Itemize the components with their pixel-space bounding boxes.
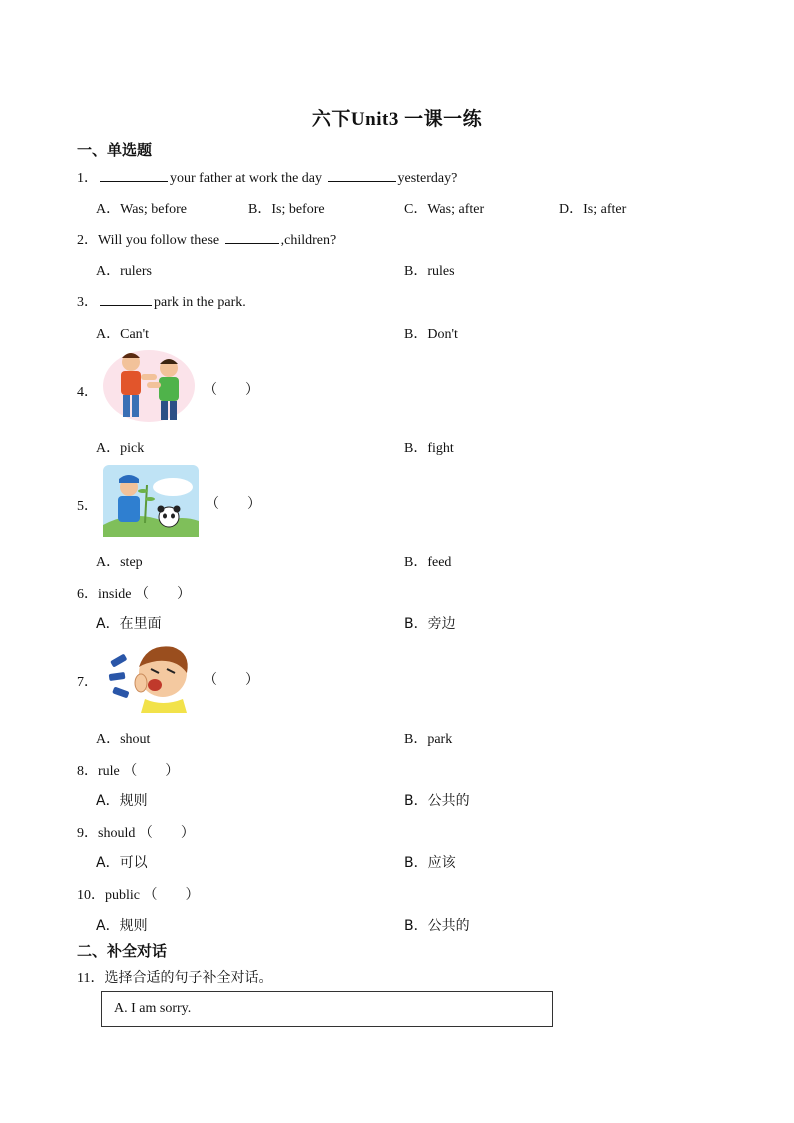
option-4a: A．pick	[96, 441, 145, 456]
option-5a: A．step	[96, 555, 143, 570]
question-11: 11．选择合适的句子补全对话。	[77, 970, 273, 986]
option-9a: A．可以	[96, 855, 148, 871]
boy-feeding-panda-image	[103, 465, 199, 537]
option-10b: B．公共的	[404, 918, 470, 934]
question-5-number: 5．	[77, 499, 98, 514]
answer-blank	[225, 230, 279, 244]
section-heading-single-choice: 一、单选题	[77, 141, 153, 159]
question-1: 1． your father at work the day yesterday?	[77, 167, 457, 187]
option-6b: B．旁边	[404, 616, 456, 632]
answer-parentheses: （ ）	[138, 825, 195, 841]
option-5b: B．feed	[404, 555, 452, 570]
boy-shouting-image	[107, 641, 195, 713]
section-heading-dialogue: 二、补全对话	[77, 942, 168, 960]
option-10a: A．规则	[96, 918, 148, 934]
option-1a: A．Was; before	[96, 202, 188, 217]
answer-blank	[100, 292, 152, 306]
option-7b: B．park	[404, 732, 453, 747]
question-4-number: 4．	[77, 385, 98, 400]
answer-blank	[100, 168, 168, 182]
sentence-option-a: A. I am sorry.	[114, 1001, 192, 1016]
option-8b: B．公共的	[404, 793, 470, 809]
answer-parentheses: （ ）	[134, 586, 191, 602]
answer-parentheses: （ ）	[203, 382, 259, 398]
option-9b: B．应该	[404, 855, 456, 871]
option-7a: A．shout	[96, 732, 151, 747]
question-9: 9．should （ ）	[77, 825, 195, 841]
option-3b: B．Don't	[404, 327, 458, 342]
answer-parentheses: （ ）	[205, 496, 261, 512]
answer-parentheses: （ ）	[143, 887, 200, 903]
option-2a: A．rulers	[96, 264, 152, 279]
question-7-number: 7．	[77, 675, 98, 690]
two-boys-fighting-image	[101, 346, 197, 426]
option-1c: C．Was; after	[404, 202, 485, 217]
page-title: 六下Unit3 一课一练	[311, 109, 483, 130]
question-8: 8．rule （ ）	[77, 763, 180, 779]
option-8a: A．规则	[96, 793, 148, 809]
question-6: 6．inside （ ）	[77, 586, 191, 602]
option-2b: B．rules	[404, 264, 455, 279]
option-1b: B．Is; before	[248, 202, 325, 217]
answer-parentheses: （ ）	[123, 763, 180, 779]
answer-blank	[328, 168, 396, 182]
sentence-options-box	[101, 991, 553, 1027]
option-3a: A．Can't	[96, 327, 150, 342]
question-10: 10．public （ ）	[77, 887, 200, 903]
question-3: 3． park in the park.	[77, 291, 246, 311]
question-2: 2．Will you follow these ,children?	[77, 229, 336, 249]
option-6a: A．在里面	[96, 616, 162, 632]
option-4b: B．fight	[404, 441, 454, 456]
answer-parentheses: （ ）	[203, 672, 259, 688]
option-1d: D．Is; after	[559, 202, 627, 217]
